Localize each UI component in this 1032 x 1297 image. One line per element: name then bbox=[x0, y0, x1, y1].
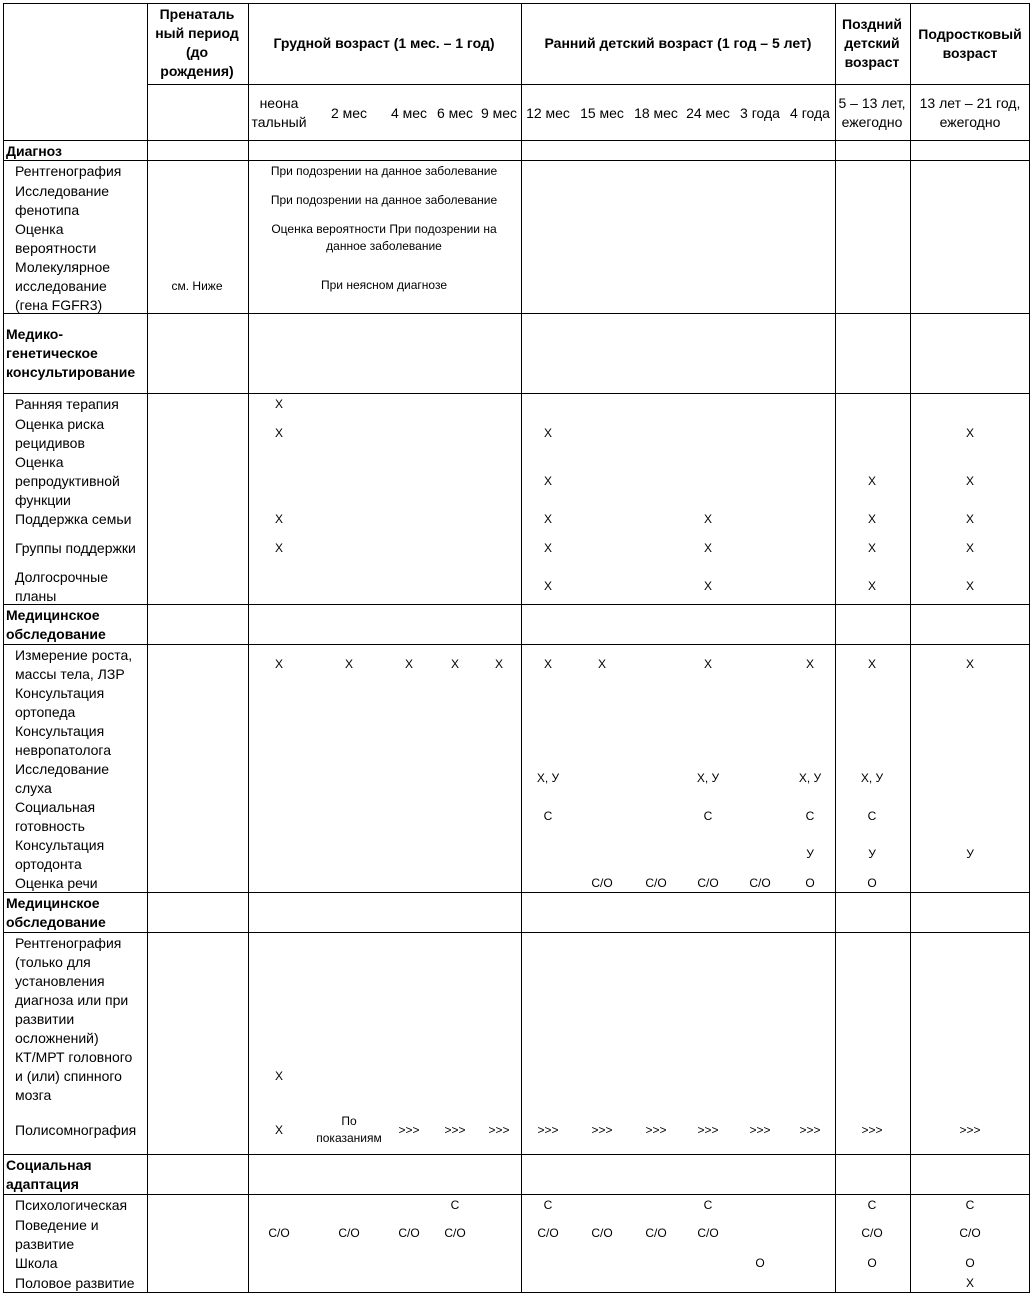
row-label: Поддержка семьи bbox=[15, 511, 132, 527]
schedule-mark: Х bbox=[274, 1123, 284, 1137]
schedule-mark: С/О bbox=[398, 1226, 420, 1240]
grid-hline bbox=[3, 932, 1030, 933]
row-label: Оценка репродуктивной функции bbox=[15, 454, 120, 508]
section-diagnosis: Диагноз bbox=[6, 143, 62, 159]
header-late-childhood: Поздний детский возраст bbox=[842, 16, 902, 70]
schedule-mark: С/О bbox=[537, 1226, 559, 1240]
schedule-mark: Х bbox=[494, 657, 504, 671]
schedule-mark: Х bbox=[965, 541, 975, 555]
schedule-mark: С/О bbox=[697, 876, 719, 890]
schedule-mark: С bbox=[703, 1198, 713, 1212]
age-column-header: 24 мес bbox=[686, 105, 730, 121]
row-label: Поведение и развитие bbox=[15, 1217, 99, 1252]
schedule-mark: >>> bbox=[799, 1123, 821, 1137]
grid-hline bbox=[3, 1154, 1030, 1155]
schedule-mark: С bbox=[543, 1198, 553, 1212]
schedule-mark: Х bbox=[274, 426, 284, 440]
note-phenotype-suspicion: При подозрении на данное заболевание bbox=[270, 193, 498, 207]
schedule-mark: С bbox=[965, 1198, 975, 1212]
schedule-mark: Х bbox=[965, 474, 975, 488]
age-column-header: 5 – 13 лет, ежегодно bbox=[838, 95, 906, 130]
grid-vline bbox=[147, 3, 148, 1293]
schedule-mark: У bbox=[966, 847, 974, 861]
section-genetic-counseling: Медико- генетическое консультирование bbox=[6, 326, 136, 380]
row-label: Ранняя терапия bbox=[15, 396, 119, 412]
schedule-mark: С bbox=[703, 809, 713, 823]
row-label: Оценка речи bbox=[15, 875, 98, 891]
row-label: Молекулярное исследование (гена FGFR3) bbox=[15, 259, 111, 313]
grid-hline bbox=[3, 604, 1030, 605]
schedule-mark: Х bbox=[965, 426, 975, 440]
schedule-mark: С/О bbox=[861, 1226, 883, 1240]
grid-hline bbox=[3, 644, 1030, 645]
schedule-mark: С bbox=[867, 809, 877, 823]
note-unclear-diagnosis: При неясном диагнозе bbox=[321, 278, 447, 292]
grid-vline bbox=[521, 3, 522, 1293]
schedule-mark: >>> bbox=[861, 1123, 883, 1137]
schedule-mark: С/О bbox=[749, 876, 771, 890]
schedule-mark: Х bbox=[703, 512, 713, 526]
schedule-mark: Х bbox=[867, 512, 877, 526]
header-prenatal: Пренаталь ный период (до рождения) bbox=[155, 6, 239, 79]
row-label: Консультация ортодонта bbox=[15, 837, 105, 872]
schedule-mark: Х, У bbox=[536, 771, 560, 785]
schedule-mark: Х bbox=[703, 579, 713, 593]
row-label: Группы поддержки bbox=[15, 540, 136, 556]
schedule-mark: С/О bbox=[591, 876, 613, 890]
schedule-mark: У bbox=[806, 847, 814, 861]
schedule-mark: Х bbox=[965, 1276, 975, 1290]
schedule-mark: >>> bbox=[488, 1123, 510, 1137]
schedule-mark: С/О bbox=[697, 1226, 719, 1240]
age-column-header: 4 мес bbox=[390, 105, 428, 121]
row-label: Половое развитие bbox=[15, 1275, 135, 1291]
schedule-mark: Х bbox=[543, 657, 553, 671]
grid-vline bbox=[248, 3, 249, 1293]
grid-hline bbox=[3, 393, 1030, 394]
schedule-mark: С bbox=[543, 809, 553, 823]
note-see-below: см. Ниже bbox=[171, 279, 223, 293]
grid-hline bbox=[147, 84, 1030, 85]
age-column-header: 15 мес bbox=[580, 105, 624, 121]
schedule-mark: Х bbox=[274, 541, 284, 555]
age-column-header: неона тальный bbox=[251, 95, 307, 130]
row-label: Исследование фенотипа bbox=[15, 183, 110, 218]
schedule-mark: >>> bbox=[591, 1123, 613, 1137]
row-label: Социальная готовность bbox=[15, 799, 96, 834]
section-social-adaptation: Социальная адаптация bbox=[6, 1157, 92, 1192]
schedule-mark: Х, У bbox=[798, 771, 822, 785]
row-label: Оценка риска рецидивов bbox=[15, 416, 105, 451]
schedule-mark: С/О bbox=[268, 1226, 290, 1240]
schedule-mark: >>> bbox=[697, 1123, 719, 1137]
note-as-indicated: По показаниям bbox=[316, 1114, 382, 1145]
grid-hline bbox=[3, 1292, 1030, 1293]
schedule-mark: С/О bbox=[591, 1226, 613, 1240]
schedule-mark: Х bbox=[597, 657, 607, 671]
schedule-mark: Х bbox=[965, 512, 975, 526]
schedule-mark: О bbox=[805, 876, 815, 890]
grid-vline bbox=[1029, 3, 1030, 1293]
schedule-mark: Х bbox=[274, 1069, 284, 1083]
note-probability: Оценка вероятности При подозрении на данное заболевание bbox=[271, 222, 497, 253]
grid-hline bbox=[3, 3, 1030, 4]
header-early-childhood: Ранний детский возраст (1 год – 5 лет) bbox=[544, 35, 812, 51]
schedule-mark: Х bbox=[404, 657, 414, 671]
schedule-mark: >>> bbox=[645, 1123, 667, 1137]
schedule-mark: О bbox=[867, 1256, 877, 1270]
schedule-mark: >>> bbox=[398, 1123, 420, 1137]
schedule-mark: Х bbox=[867, 657, 877, 671]
schedule-mark: О bbox=[965, 1256, 975, 1270]
row-label: Консультация невропатолога bbox=[15, 723, 112, 758]
grid-hline bbox=[3, 892, 1030, 893]
row-label: КТ/МРТ головного и (или) спинного мозга bbox=[15, 1049, 133, 1103]
age-column-header: 12 мес bbox=[526, 105, 570, 121]
grid-hline bbox=[3, 160, 1030, 161]
schedule-mark: С bbox=[867, 1198, 877, 1212]
grid-hline bbox=[3, 1194, 1030, 1195]
age-column-header: 2 мес bbox=[330, 105, 368, 121]
row-label: Долгосрочные планы bbox=[15, 569, 109, 604]
schedule-mark: Х bbox=[965, 579, 975, 593]
schedule-mark: Х bbox=[543, 541, 553, 555]
schedule-mark: О bbox=[755, 1256, 765, 1270]
section-medical-exam-1: Медицинское обследование bbox=[6, 607, 106, 642]
age-column-header: 6 мес bbox=[436, 105, 474, 121]
schedule-mark: У bbox=[868, 847, 876, 861]
section-medical-exam-2: Медицинское обследование bbox=[6, 895, 106, 930]
grid-vline bbox=[835, 3, 836, 1293]
row-label: Школа bbox=[15, 1255, 58, 1271]
grid-hline bbox=[3, 140, 1030, 141]
schedule-mark: >>> bbox=[749, 1123, 771, 1137]
schedule-mark: Х bbox=[543, 512, 553, 526]
schedule-mark: Х bbox=[867, 474, 877, 488]
schedule-mark: Х bbox=[867, 541, 877, 555]
row-label: Исследование слуха bbox=[15, 761, 110, 796]
schedule-mark: С bbox=[805, 809, 815, 823]
schedule-mark: Х bbox=[703, 657, 713, 671]
schedule-mark: О bbox=[867, 876, 877, 890]
grid-vline bbox=[910, 3, 911, 1293]
age-column-header: 9 мес bbox=[480, 105, 518, 121]
schedule-mark: Х, У bbox=[860, 771, 884, 785]
schedule-mark: С/О bbox=[444, 1226, 466, 1240]
row-label: Рентгенография bbox=[15, 163, 122, 179]
header-adolescence: Подростковый возраст bbox=[918, 26, 1022, 61]
row-label: Консультация ортопеда bbox=[15, 685, 105, 720]
schedule-mark: Х bbox=[543, 579, 553, 593]
schedule-mark: Х bbox=[543, 474, 553, 488]
header-infancy: Грудной возраст (1 мес. – 1 год) bbox=[273, 35, 495, 51]
row-label: Психологическая bbox=[15, 1197, 128, 1213]
schedule-mark: Х bbox=[274, 512, 284, 526]
schedule-mark: С/О bbox=[645, 876, 667, 890]
schedule-mark: Х bbox=[274, 397, 284, 411]
schedule-mark: >>> bbox=[537, 1123, 559, 1137]
row-label: Рентгенография (только для установления диагноза или при развитии осложнений) bbox=[15, 935, 129, 1046]
schedule-mark: Х bbox=[274, 657, 284, 671]
schedule-mark: Х bbox=[703, 541, 713, 555]
schedule-mark: >>> bbox=[444, 1123, 466, 1137]
schedule-mark: Х bbox=[965, 657, 975, 671]
row-label: Измерение роста, массы тела, ЛЗР bbox=[15, 647, 133, 682]
schedule-mark: Х bbox=[805, 657, 815, 671]
schedule-mark: Х, У bbox=[696, 771, 720, 785]
age-column-header: 13 лет – 21 год, ежегодно bbox=[919, 95, 1021, 130]
note-xray-suspicion: При подозрении на данное заболевание bbox=[270, 164, 498, 178]
row-label: Полисомнография bbox=[15, 1122, 137, 1138]
schedule-mark: С/О bbox=[338, 1226, 360, 1240]
schedule-mark: Х bbox=[543, 426, 553, 440]
row-label: Оценка вероятности bbox=[15, 221, 97, 256]
schedule-mark: С/О bbox=[959, 1226, 981, 1240]
schedule-mark: Х bbox=[344, 657, 354, 671]
age-column-header: 3 года bbox=[740, 105, 780, 121]
schedule-mark: >>> bbox=[959, 1123, 981, 1137]
schedule-mark: Х bbox=[867, 579, 877, 593]
age-column-header: 18 мес bbox=[634, 105, 678, 121]
age-column-header: 4 года bbox=[790, 105, 830, 121]
schedule-mark: Х bbox=[450, 657, 460, 671]
grid-hline bbox=[3, 313, 1030, 314]
schedule-mark: С/О bbox=[645, 1226, 667, 1240]
grid-vline bbox=[3, 3, 4, 1293]
schedule-mark: С bbox=[450, 1198, 460, 1212]
